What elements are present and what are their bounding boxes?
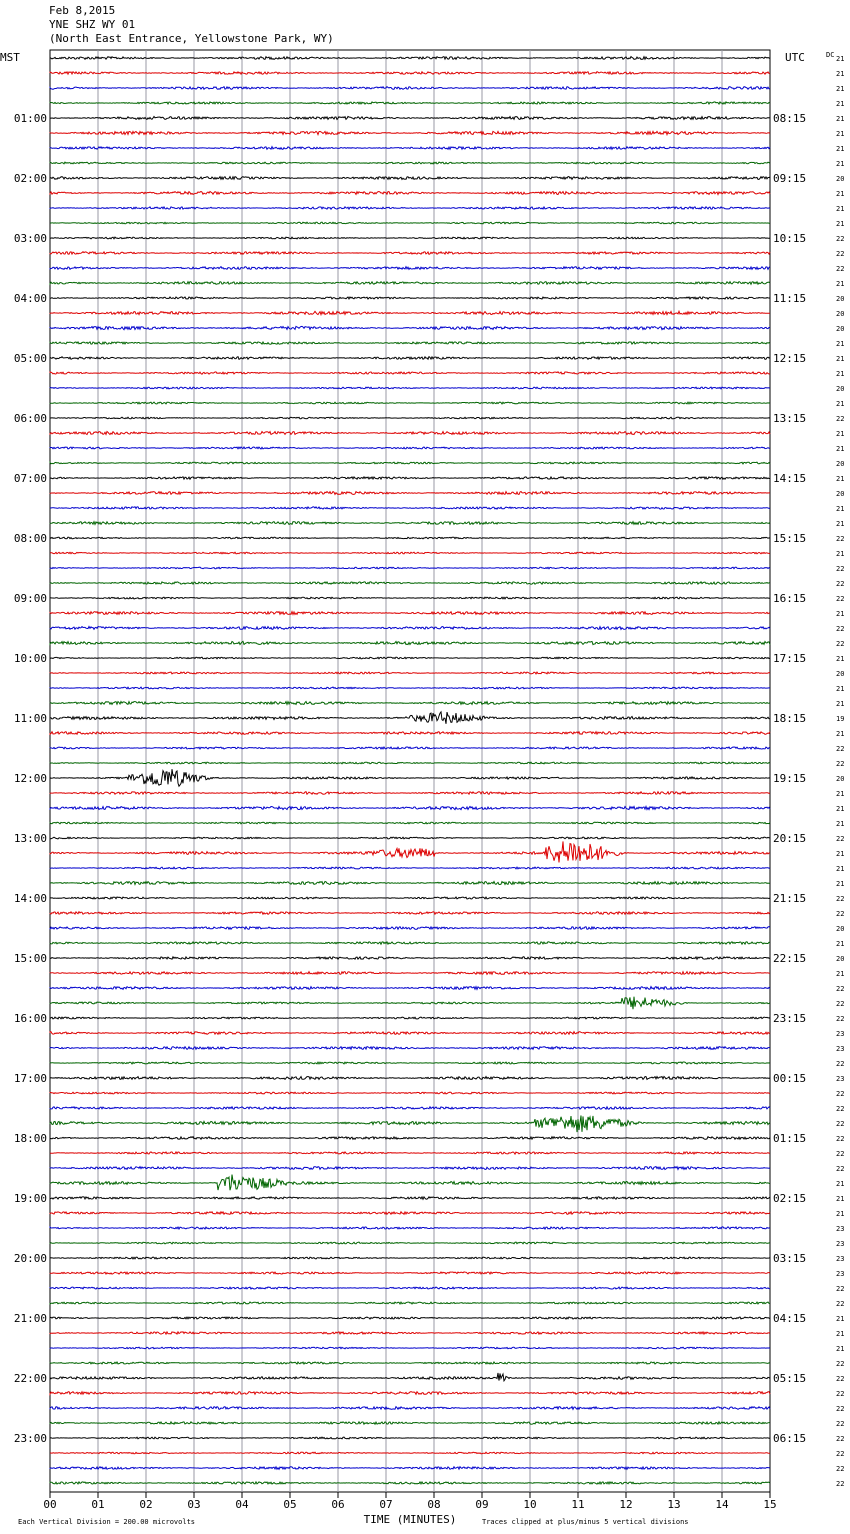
trace-12: [50, 237, 770, 239]
utc-hour-label: 08:15: [773, 112, 807, 125]
trace-36: [50, 597, 770, 599]
dc-offset-value: 22: [836, 1480, 845, 1488]
plot-frame: [50, 50, 770, 1492]
dc-offset-value: 22: [836, 535, 845, 543]
x-tick-label: 07: [379, 1498, 393, 1511]
dc-offset-value: 22: [836, 1435, 845, 1443]
mst-hour-label: 17:00: [13, 1072, 47, 1085]
trace-46: [50, 747, 770, 749]
trace-87: [50, 1362, 770, 1364]
dc-offset-value: 23: [836, 1075, 845, 1083]
mst-hour-label: 08:00: [13, 532, 47, 545]
utc-hour-label: 17:15: [773, 652, 807, 665]
dc-offset-value: 21: [836, 730, 845, 738]
dc-offset-value: 22: [836, 1120, 845, 1128]
trace-89: [50, 1392, 770, 1395]
dc-offset-value: 21: [836, 190, 845, 198]
dc-offset-value: 21: [836, 865, 845, 873]
dc-offset-value: 22: [836, 415, 845, 423]
x-tick-label: 09: [475, 1498, 489, 1511]
trace-23: [50, 402, 770, 404]
dc-offset-value: 21: [836, 850, 845, 858]
mst-hour-label: 02:00: [13, 172, 47, 185]
dc-offset-value: 21: [836, 1180, 845, 1188]
dc-offset-value: 22: [836, 1135, 845, 1143]
mst-hour-label: 09:00: [13, 592, 47, 605]
trace-73: [50, 1152, 770, 1154]
dc-offset-value: 21: [836, 505, 845, 513]
x-tick-label: 01: [91, 1498, 105, 1511]
trace-18: [50, 326, 770, 329]
trace-43: [50, 702, 770, 705]
trace-4: [50, 117, 770, 120]
x-tick-label: 11: [571, 1498, 585, 1511]
x-tick-label: 15: [763, 1498, 777, 1511]
x-tick-label: 10: [523, 1498, 537, 1511]
trace-64: [50, 1017, 770, 1019]
dc-offset-value: 20: [836, 490, 845, 498]
utc-hour-label: 16:15: [773, 592, 807, 605]
trace-50: [50, 806, 770, 809]
dc-offset-value: 21: [836, 85, 845, 93]
trace-24: [50, 417, 770, 419]
dc-offset-value: 22: [836, 1090, 845, 1098]
trace-11: [50, 222, 770, 224]
trace-48: [50, 769, 770, 786]
dc-offset-value: 22: [836, 1405, 845, 1413]
dc-offset-value: 21: [836, 220, 845, 228]
mst-hour-label: 12:00: [13, 772, 47, 785]
utc-axis-label: UTC: [785, 51, 805, 64]
x-tick-label: 00: [43, 1498, 57, 1511]
utc-hour-label: 09:15: [773, 172, 807, 185]
trace-14: [50, 267, 770, 270]
trace-85: [50, 1332, 770, 1334]
trace-71: [50, 1116, 770, 1133]
x-tick-label: 06: [331, 1498, 345, 1511]
trace-58: [50, 927, 770, 930]
trace-41: [50, 672, 770, 674]
utc-hour-label: 23:15: [773, 1012, 807, 1025]
utc-hour-label: 02:15: [773, 1192, 807, 1205]
mst-hour-label: 06:00: [13, 412, 47, 425]
x-tick-label: 08: [427, 1498, 441, 1511]
trace-29: [50, 492, 770, 495]
trace-6: [50, 147, 770, 150]
mst-hour-label: 18:00: [13, 1132, 47, 1145]
trace-1: [50, 72, 770, 75]
trace-27: [50, 462, 770, 464]
trace-70: [50, 1107, 770, 1109]
scale-note: Each Vertical Division = 200.00 microvolts: [18, 1518, 196, 1526]
trace-83: [50, 1302, 770, 1304]
dc-offset-value: 21: [836, 655, 845, 663]
dc-offset-value: 20: [836, 955, 845, 963]
trace-74: [50, 1167, 770, 1170]
dc-offset-value: 21: [836, 430, 845, 438]
dc-offset-value: 23: [836, 1240, 845, 1248]
trace-22: [50, 387, 770, 389]
trace-28: [50, 477, 770, 479]
utc-hour-label: 14:15: [773, 472, 807, 485]
dc-offset-value: 21: [836, 400, 845, 408]
dc-offset-value: 21: [836, 520, 845, 528]
trace-20: [50, 357, 770, 360]
trace-17: [50, 311, 770, 314]
dc-offset-value: 21: [836, 445, 845, 453]
dc-offset-value: 23: [836, 1255, 845, 1263]
trace-62: [50, 987, 770, 990]
utc-hour-label: 03:15: [773, 1252, 807, 1265]
dc-offset-value: 22: [836, 760, 845, 768]
trace-19: [50, 342, 770, 344]
dc-offset-value: 22: [836, 1105, 845, 1113]
trace-55: [50, 882, 770, 885]
trace-93: [50, 1452, 770, 1454]
trace-26: [50, 447, 770, 449]
dc-offset-value: 22: [836, 1000, 845, 1008]
trace-5: [50, 131, 770, 134]
trace-31: [50, 522, 770, 525]
dc-offset-value: 22: [836, 1420, 845, 1428]
dc-offset-value: 22: [836, 1285, 845, 1293]
dc-offset-value: 22: [836, 1375, 845, 1383]
utc-hour-label: 18:15: [773, 712, 807, 725]
dc-offset-value: 21: [836, 160, 845, 168]
dc-offset-value: 23: [836, 1045, 845, 1053]
dc-offset-value: 22: [836, 595, 845, 603]
trace-9: [50, 192, 770, 195]
trace-59: [50, 942, 770, 944]
dc-offset-value: 21: [836, 970, 845, 978]
dc-offset-value: 21: [836, 370, 845, 378]
dc-offset-value: 22: [836, 1360, 845, 1368]
utc-hour-label: 00:15: [773, 1072, 807, 1085]
mst-hour-label: 03:00: [13, 232, 47, 245]
trace-39: [50, 641, 770, 644]
trace-2: [50, 87, 770, 90]
dc-offset-value: 21: [836, 70, 845, 78]
utc-hour-label: 10:15: [773, 232, 807, 245]
trace-75: [50, 1175, 770, 1191]
trace-94: [50, 1467, 770, 1470]
x-tick-label: 03: [187, 1498, 201, 1511]
dc-offset-value: 21: [836, 355, 845, 363]
mst-hour-label: 05:00: [13, 352, 47, 365]
trace-95: [50, 1482, 770, 1484]
trace-63: [50, 997, 770, 1010]
trace-82: [50, 1287, 770, 1289]
trace-37: [50, 612, 770, 615]
trace-38: [50, 627, 770, 630]
utc-hour-label: 05:15: [773, 1372, 807, 1385]
utc-hour-label: 04:15: [773, 1312, 807, 1325]
trace-8: [50, 177, 770, 180]
utc-hour-label: 20:15: [773, 832, 807, 845]
dc-offset-value: 21: [836, 1315, 845, 1323]
utc-hour-label: 11:15: [773, 292, 807, 305]
dc-offset-value: 21: [836, 115, 845, 123]
dc-offset-value: 22: [836, 1060, 845, 1068]
mst-hour-label: 21:00: [13, 1312, 47, 1325]
dc-offset-value: 22: [836, 745, 845, 753]
utc-hour-label: 13:15: [773, 412, 807, 425]
dc-offset-value: 22: [836, 1390, 845, 1398]
trace-21: [50, 372, 770, 374]
station-code: YNE SHZ WY 01: [49, 18, 136, 31]
trace-90: [50, 1407, 770, 1410]
x-tick-label: 12: [619, 1498, 633, 1511]
trace-54: [50, 867, 770, 869]
utc-hour-label: 19:15: [773, 772, 807, 785]
dc-offset-value: 22: [836, 580, 845, 588]
trace-47: [50, 762, 770, 764]
dc-offset-value: 20: [836, 775, 845, 783]
trace-10: [50, 207, 770, 209]
trace-81: [50, 1272, 770, 1274]
mst-hour-label: 20:00: [13, 1252, 47, 1265]
clip-note: Traces clipped at plus/minus 5 vertical divisions: [482, 1518, 689, 1526]
dc-offset-value: 21: [836, 205, 845, 213]
dc-offset-value: 22: [836, 265, 845, 273]
mst-hour-label: 10:00: [13, 652, 47, 665]
trace-40: [50, 657, 770, 659]
x-tick-label: 02: [139, 1498, 153, 1511]
trace-72: [50, 1137, 770, 1140]
dc-offset-value: 21: [836, 790, 845, 798]
trace-78: [50, 1227, 770, 1229]
trace-69: [50, 1092, 770, 1094]
dc-offset-value: 20: [836, 175, 845, 183]
trace-51: [50, 822, 770, 824]
dc-offset-value: 22: [836, 565, 845, 573]
dc-offset-value: 21: [836, 940, 845, 948]
dc-offset-value: 22: [836, 835, 845, 843]
dc-offset-value: 20: [836, 925, 845, 933]
mst-hour-label: 07:00: [13, 472, 47, 485]
x-tick-label: 13: [667, 1498, 681, 1511]
dc-offset-value: 21: [836, 1210, 845, 1218]
trace-65: [50, 1032, 770, 1035]
dc-offset-value: 22: [836, 235, 845, 243]
utc-hour-label: 01:15: [773, 1132, 807, 1145]
dc-offset-value: 22: [836, 985, 845, 993]
dc-offset-value: 22: [836, 250, 845, 258]
trace-53: [50, 841, 770, 862]
dc-offset-value: 21: [836, 820, 845, 828]
x-tick-label: 05: [283, 1498, 297, 1511]
trace-84: [50, 1317, 770, 1319]
mst-hour-label: 11:00: [13, 712, 47, 725]
dc-offset-value: 20: [836, 460, 845, 468]
dc-offset-value: 22: [836, 1465, 845, 1473]
utc-hour-label: 12:15: [773, 352, 807, 365]
trace-68: [50, 1077, 770, 1080]
dc-offset-value: 22: [836, 1165, 845, 1173]
trace-45: [50, 732, 770, 735]
utc-hour-label: 06:15: [773, 1432, 807, 1445]
dc-offset-value: 21: [836, 130, 845, 138]
dc-offset-value: 22: [836, 1300, 845, 1308]
dc-offset-value: 20: [836, 325, 845, 333]
chart-date: Feb 8,2015: [49, 4, 116, 17]
mst-hour-label: 04:00: [13, 292, 47, 305]
trace-56: [50, 897, 770, 899]
dc-offset-value: 21: [836, 280, 845, 288]
dc-offset-value: 23: [836, 1225, 845, 1233]
trace-25: [50, 432, 770, 435]
mst-hour-label: 16:00: [13, 1012, 47, 1025]
dc-offset-value: 21: [836, 700, 845, 708]
trace-77: [50, 1212, 770, 1215]
dc-offset-value: 21: [836, 685, 845, 693]
trace-16: [50, 297, 770, 299]
mst-axis-label: MST: [0, 51, 20, 64]
trace-66: [50, 1047, 770, 1050]
utc-hour-label: 21:15: [773, 892, 807, 905]
dc-offset-value: 21: [836, 1345, 845, 1353]
trace-76: [50, 1197, 770, 1199]
trace-80: [50, 1257, 770, 1259]
dc-offset-value: 22: [836, 895, 845, 903]
trace-0: [50, 57, 770, 60]
trace-15: [50, 282, 770, 285]
mst-hour-label: 22:00: [13, 1372, 47, 1385]
dc-offset-value: 21: [836, 55, 845, 63]
dc-offset-value: 21: [836, 100, 845, 108]
trace-42: [50, 687, 770, 689]
trace-52: [50, 837, 770, 839]
dc-offset-value: 20: [836, 295, 845, 303]
trace-32: [50, 537, 770, 539]
dc-offset-value: 23: [836, 1030, 845, 1038]
trace-79: [50, 1242, 770, 1244]
x-tick-label: 14: [715, 1498, 729, 1511]
trace-13: [50, 252, 770, 255]
trace-30: [50, 507, 770, 509]
mst-hour-label: 01:00: [13, 112, 47, 125]
dc-offset-value: 19: [836, 715, 845, 723]
dc-offset-value: 20: [836, 385, 845, 393]
trace-33: [50, 552, 770, 554]
dc-offset-value: 21: [836, 1330, 845, 1338]
trace-91: [50, 1422, 770, 1424]
dc-offset-value: 21: [836, 550, 845, 558]
trace-88: [50, 1373, 770, 1381]
dc-offset-value: 20: [836, 670, 845, 678]
utc-hour-label: 15:15: [773, 532, 807, 545]
x-axis-title: TIME (MINUTES): [363, 1513, 457, 1526]
utc-hour-label: 22:15: [773, 952, 807, 965]
dc-offset-value: 22: [836, 1015, 845, 1023]
station-location: (North East Entrance, Yellowstone Park, WY): [49, 32, 334, 45]
mst-hour-label: 23:00: [13, 1432, 47, 1445]
dc-offset-value: 22: [836, 910, 845, 918]
dc-offset-value: 21: [836, 805, 845, 813]
trace-86: [50, 1347, 770, 1349]
dc-offset-value: 21: [836, 1195, 845, 1203]
dc-offset-value: 20: [836, 310, 845, 318]
dc-offset-value: 23: [836, 1270, 845, 1278]
trace-49: [50, 792, 770, 795]
trace-61: [50, 972, 770, 975]
dc-offset-value: 22: [836, 1450, 845, 1458]
dc-offset-value: 22: [836, 640, 845, 648]
trace-35: [50, 582, 770, 584]
dc-offset-value: 21: [836, 340, 845, 348]
x-tick-label: 04: [235, 1498, 249, 1511]
dc-offset-value: 22: [836, 1150, 845, 1158]
dc-offset-value: 21: [836, 145, 845, 153]
dc-offset-value: 21: [836, 880, 845, 888]
trace-44: [50, 712, 770, 724]
trace-92: [50, 1437, 770, 1439]
trace-7: [50, 162, 770, 164]
mst-hour-label: 14:00: [13, 892, 47, 905]
trace-57: [50, 912, 770, 915]
mst-hour-label: 13:00: [13, 832, 47, 845]
trace-67: [50, 1062, 770, 1064]
dc-offset-value: 21: [836, 475, 845, 483]
mst-hour-label: 15:00: [13, 952, 47, 965]
trace-34: [50, 567, 770, 569]
mst-hour-label: 19:00: [13, 1192, 47, 1205]
dc-header: DC: [826, 51, 835, 59]
dc-offset-value: 21: [836, 610, 845, 618]
trace-3: [50, 102, 770, 104]
dc-offset-value: 22: [836, 625, 845, 633]
trace-60: [50, 957, 770, 959]
